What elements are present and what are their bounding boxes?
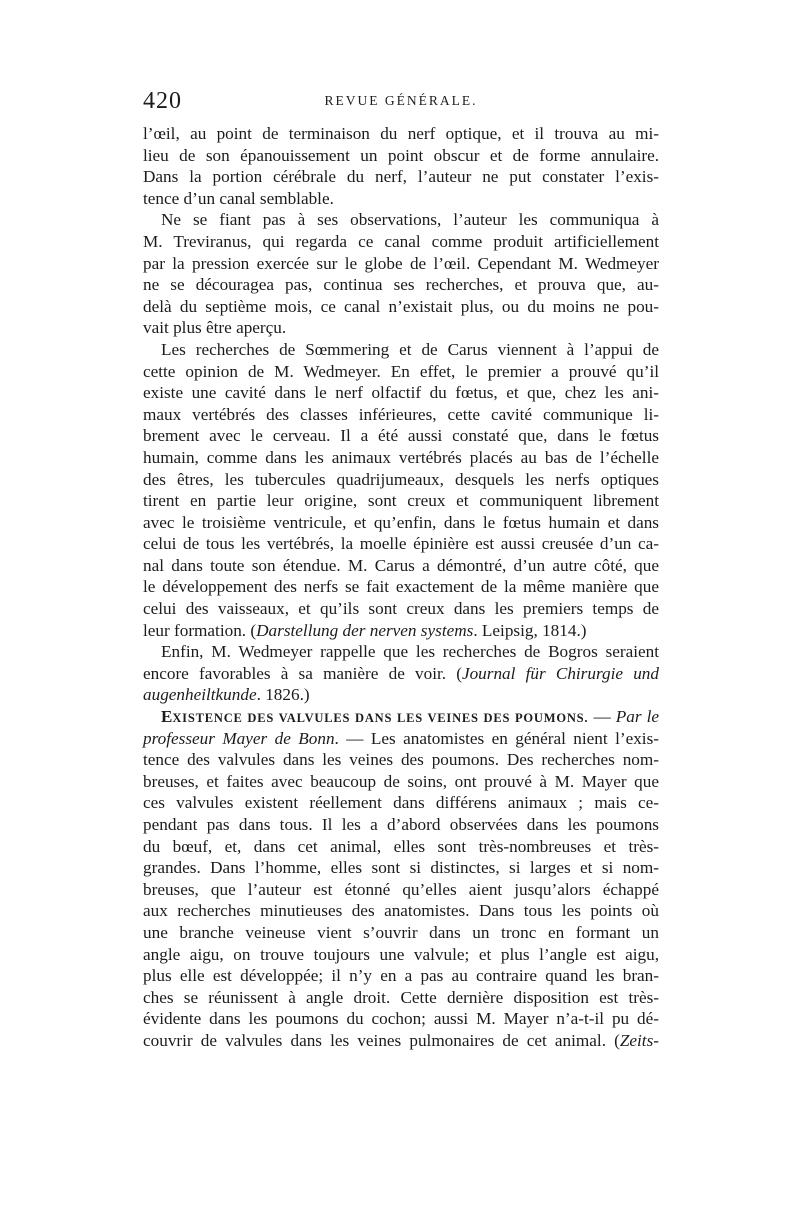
text-line: le développement des nerfs se fait exactement de la même manière que [143, 577, 659, 597]
text-line: tence d’un canal semblable. [143, 188, 334, 208]
text-line: lieu de son épanouissement un point obscur et de forme annulaire. [143, 145, 659, 165]
text-line: encore favorables à sa manière de voir. (Journal für Chirurgie und [143, 663, 659, 683]
section-heading-line: EXISTENCE DES VALVULES DANS LES VEINES DES POUMONS. — Par le [161, 707, 660, 727]
text-line: par la pression exercée sur le globe de l’œil. Cependant M. Wedmeyer [143, 253, 659, 273]
text-line: vait plus être aperçu. [143, 318, 287, 338]
text-line: nal dans toute son étendue. M. Carus a démontré, d’un autre côté, que [143, 555, 659, 575]
text-line: Enfin, M. Wedmeyer rappelle que les recherches de Bogros seraient [161, 642, 659, 662]
text-line: Ne se fiant pas à ses observations, l’auteur les communiqua à [161, 210, 659, 230]
text-line: delà du septième mois, ce canal n’existait plus, ou du moins ne pou- [143, 296, 659, 316]
text-line: ne se découragea pas, continua ses recherches, et prouva que, au- [143, 275, 659, 295]
text-line: humain, comme dans les animaux vertébrés placés au bas de l’échelle [143, 447, 659, 467]
text-line: aux recherches minutieuses des anatomistes. Dans tous les points où [143, 901, 659, 921]
text-line: des êtres, les tubercules quadrijumeaux, desquels les nerfs optiques [143, 469, 659, 489]
text-line: brement avec le cerveau. Il a été aussi constaté que, dans le fœtus [143, 426, 659, 446]
text-line: celui de tous les vertébrés, la moelle épinière est aussi creusée d’un ca- [143, 534, 659, 554]
text-line: tence des valvules dans les veines des poumons. Des recherches nom- [143, 750, 659, 770]
text-line: Dans la portion cérébrale du nerf, l’auteur ne put constater l’exis- [143, 167, 659, 187]
text-line: évidente dans les poumons du cochon; aussi M. Mayer n’a-t-il pu dé- [143, 1009, 659, 1029]
text-line: breuses, et faites avec beaucoup de soins, ont prouvé à M. Mayer que [143, 771, 659, 791]
page-number: 420 [143, 88, 182, 114]
page-header [143, 88, 659, 118]
text-line: augenheiltkunde. 1826.) [143, 685, 310, 705]
text-line: plus elle est développée; il n’y en a pas au contraire quand les bran- [143, 966, 659, 986]
text-line: leur formation. (Darstellung der nerven systems. Leipsig, 1814.) [143, 620, 587, 640]
text-line: ces valvules existent réellement dans différens animaux ; mais ce- [143, 793, 659, 813]
text-line: maux vertébrés des classes inférieures, cette cavité communique li- [143, 404, 659, 424]
text-line: ches se réunissent à angle droit. Cette dernière disposition est très- [143, 987, 659, 1007]
text-line: grandes. Dans l’homme, elles sont si distinctes, si larges et si nom- [143, 858, 659, 878]
text-line: pendant pas dans tous. Il les a d’abord observées dans les poumons [143, 815, 659, 834]
text-line: angle aigu, on trouve toujours une valvule; et plus l’angle est aigu, [143, 944, 659, 964]
text-line: tirent en partie leur origine, sont creux et communiquent librement [143, 491, 659, 511]
text-line: M. Treviranus, qui regarda ce canal comme produit artificiellement [143, 231, 659, 251]
text-line: du bœuf, et, dans cet animal, elles sont très-nombreuses et très- [143, 836, 659, 856]
text-line: celui des vaisseaux, et qu’ils sont creux dans les premiers temps de [143, 599, 659, 619]
text-line: breuses, que l’auteur est étonné qu’elles aient jusqu’alors échappé [143, 879, 659, 899]
text-line: existe une cavité dans le nerf olfactif du fœtus, et que, chez les ani- [143, 383, 659, 403]
text-line: l’œil, au point de terminaison du nerf optique, et il trouva au mi- [143, 124, 659, 143]
text-line: Les recherches de Sœmmering et de Carus viennent à l’appui de [161, 339, 659, 359]
text-line: une branche veineuse vient s’ouvrir dans un tronc en formant un [143, 922, 659, 942]
body-text [143, 123, 659, 1052]
text-line: professeur Mayer de Bonn. — Les anatomistes en général nient l’exis- [143, 728, 659, 748]
running-head: REVUE GÉNÉRALE. [324, 93, 478, 108]
text-line: avec le troisième ventricule, et qu’enfin, dans le fœtus humain et dans [143, 512, 659, 532]
text-line: couvrir de valvules dans les veines pulmonaires de cet animal. (Zeits- [143, 1030, 659, 1050]
text-line: cette opinion de M. Wedmeyer. En effet, le premier a prouvé qu’il [143, 361, 659, 381]
